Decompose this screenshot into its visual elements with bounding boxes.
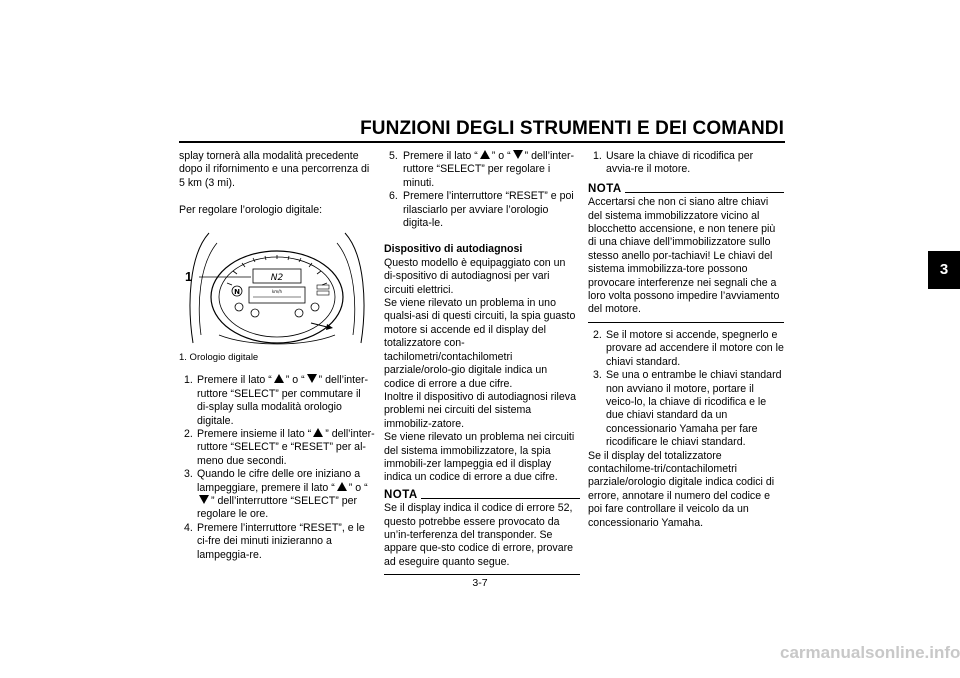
chapter-tab: 3 bbox=[928, 251, 960, 289]
section-subhead: Dispositivo di autodiagnosi bbox=[384, 243, 523, 256]
down-arrow-icon bbox=[199, 495, 209, 504]
watermark: carmanualsonline.info bbox=[780, 643, 960, 662]
column-3 bbox=[588, 150, 784, 530]
steps-list-3a bbox=[588, 150, 784, 177]
nota-header bbox=[384, 489, 580, 502]
nota-header bbox=[588, 183, 784, 196]
list-item: 6. Premere l’interruttore “RESET” e poi rilasciarlo per avviare l’orologio digita-le. bbox=[389, 190, 574, 230]
steps-list-3b bbox=[588, 329, 784, 450]
list-item: 3. Quando le cifre delle ore iniziano a lampeggiare, premere il lato “ ” o “” dell’interruttore “SELECT” per regolare le ore. bbox=[184, 468, 368, 521]
list-item: 2. Se il motore si accende, spegnerlo e provare ad accendere il motore con le chiavi standard. bbox=[593, 328, 784, 368]
list-item: 2. Premere insieme il lato “ ” dell’inter-ruttore “SELECT” e “RESET” per al-meno due secondi. bbox=[184, 428, 375, 467]
figure-callout-1: 1 bbox=[185, 269, 193, 285]
speedometer-illustration bbox=[179, 225, 375, 347]
list-item: 3. Se una o entrambe le chiavi standard non avviano il motore, portare il veico-lo, la chiave di ricodifica e le due chiavi standard da un concessionario Yamaha per fare ricodificare le chiavi standard. bbox=[593, 369, 782, 449]
nota-end-rule bbox=[384, 574, 580, 575]
nota-rule bbox=[625, 192, 784, 193]
header-rule bbox=[179, 141, 785, 143]
list-item: 1. Usare la chiave di ricodifica per avvia-re il motore. bbox=[593, 150, 754, 176]
svg-text:N2: N2 bbox=[270, 273, 284, 284]
down-arrow-icon bbox=[307, 374, 317, 383]
paragraph: Se viene rilevato un problema nei circuiti del sistema immobilizzatore, la spia immobili-zer lampeggia ed il display indica un codice di errore a due cifre. bbox=[384, 431, 575, 484]
list-item: 1. Premere il lato “ ” o “ ” dell’inter-ruttore “SELECT” per commutare il di-splay sulla modalità orologio digitale. bbox=[184, 374, 369, 427]
column-1 bbox=[179, 150, 375, 562]
list-item: 5. Premere il lato “ ” o “ ” dell’inter-ruttore “SELECT” per regolare i minuti. bbox=[389, 150, 575, 189]
dashboard-figure bbox=[179, 225, 375, 347]
down-arrow-icon bbox=[513, 150, 523, 159]
up-arrow-icon bbox=[337, 482, 347, 491]
list-item: 4. Premere l’interruttore “RESET”, e le ci-fre dei minuti inizieranno a lampeggia-re. bbox=[184, 521, 365, 561]
nota-end-rule bbox=[588, 322, 784, 323]
up-arrow-icon bbox=[313, 428, 323, 437]
up-arrow-icon bbox=[274, 374, 284, 383]
svg-text:km/h: km/h bbox=[271, 289, 283, 295]
steps-list-2 bbox=[384, 150, 580, 230]
figure-caption: 1. Orologio digitale bbox=[179, 352, 259, 364]
nota-label: NOTA bbox=[588, 182, 622, 195]
up-arrow-icon bbox=[480, 150, 490, 159]
lead-paragraph: Per regolare l’orologio digitale: bbox=[179, 203, 323, 216]
nota-label: NOTA bbox=[384, 488, 418, 501]
svg-text:N: N bbox=[234, 288, 240, 297]
column-2 bbox=[384, 150, 580, 581]
steps-list-1 bbox=[179, 374, 375, 562]
closing-paragraph: Se il display del totalizzatore contachilome-tri/contachilometri parziale/orologio digitale indica codici di errore, annotare il numero del codice e poi fare controllare il veicolo da un concessionario Yamaha. bbox=[588, 449, 775, 529]
paragraph: Se viene rilevato un problema in uno qualsi-asi di questi circuiti, la spia guasto motore si accende ed il display del totalizzatore con-tachilometri/contachilometri parziale/orolo-gio digitale indica un codice di errore a due cifre. bbox=[384, 297, 576, 390]
paragraph: Questo modello è equipaggiato con un di-spositivo di autodiagnosi per vari circuiti elettrici. bbox=[384, 256, 566, 296]
page-header-title: FUNZIONI DEGLI STRUMENTI E DEI COMANDI bbox=[360, 118, 784, 139]
paragraph: Inoltre il dispositivo di autodiagnosi rileva problemi nei circuiti del sistema immobiliz-zatore. bbox=[384, 390, 576, 430]
nota-rule bbox=[421, 498, 580, 499]
nota-text: Se il display indica il codice di errore 52, questo potrebbe essere provocato da un’in-terferenza del transponder. Se appare que-sto codice di errore, provare ad eseguire quanto segue. bbox=[384, 502, 574, 568]
nota-text: Accertarsi che non ci siano altre chiavi del sistema immobilizzatore vicino al blocchetto accensione, e non tenere più di una chiave dell’immobilizzatore sullo stesso anello por-tachiavi! Le chiavi del sistema immobilizza-tore possono provocare interferenze nei segnali che a loro volta possono impedire l’avviamento del motore. bbox=[588, 196, 780, 316]
intro-paragraph: splay tornerà alla modalità precedente dopo il rifornimento e una percorrenza di 5 km (3 mi). bbox=[179, 150, 370, 189]
page-number: 3-7 bbox=[472, 577, 488, 589]
